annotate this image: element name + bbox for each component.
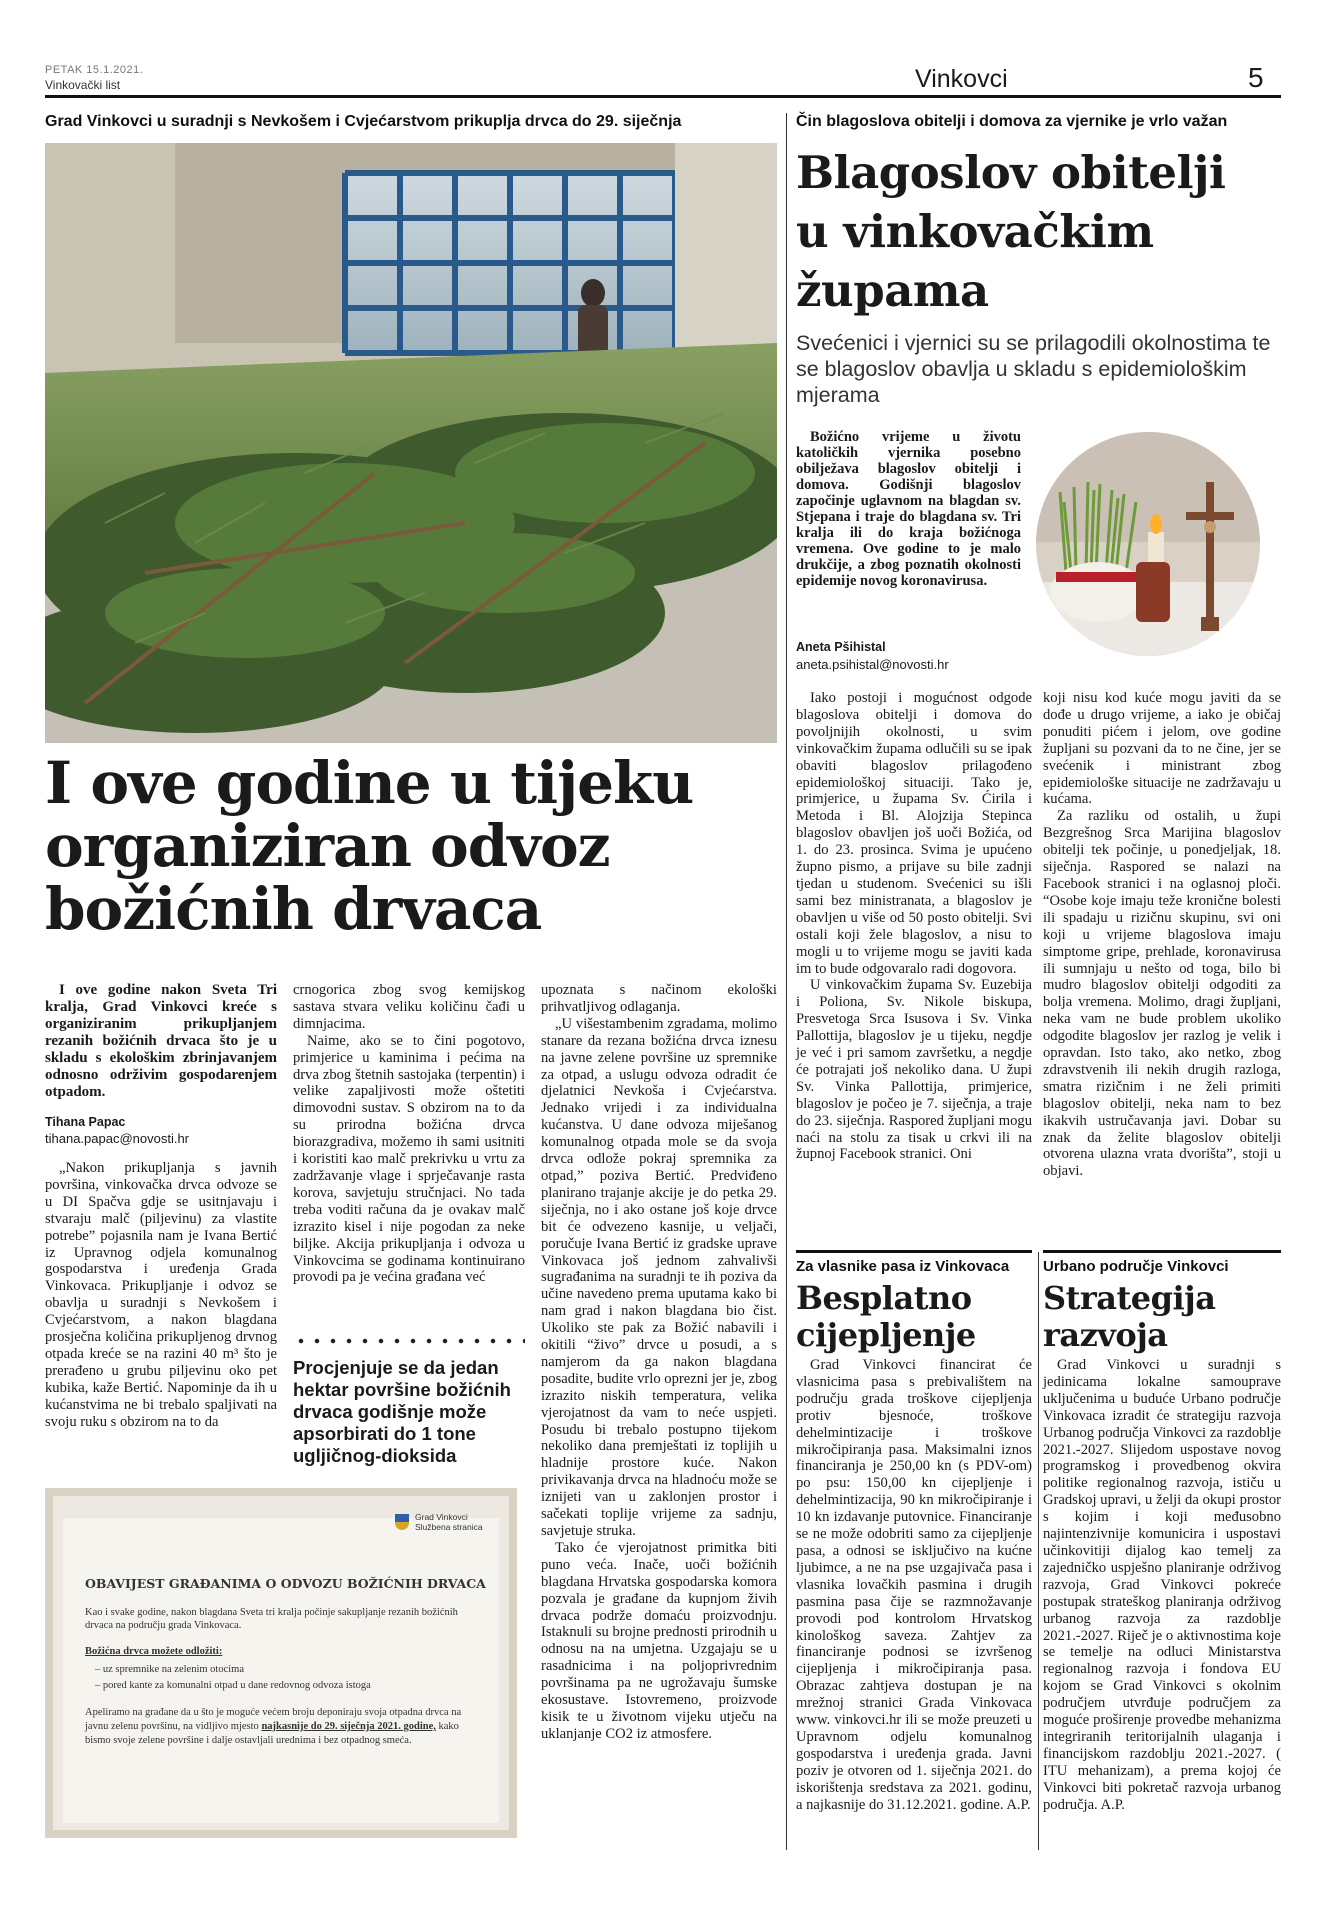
left-col3-paragraph-1: upoznata s načinom ekološki prihvatljivog odlaganja.	[541, 982, 777, 1015]
right-author: Aneta Pšihistal	[796, 640, 886, 654]
notice-graphic	[45, 1488, 517, 1838]
right-author-email: aneta.psihistal@novosti.hr	[796, 657, 949, 672]
notice-closing-a: Apeliramo na građane da u što je moguće većem broju deponiraju svoja otpadna drvca na javnu zelenu površinu, na vidljivo mjesto	[85, 1707, 462, 1732]
pets-paragraph: Grad Vinkovci financirat će vlasnicima pasa s prebivalištem na području grada troškove cijepljenja protiv bjesnoće, troškove dehelmintizacije i troškove mikročipiranja pasa. Maksimalni iznos financiranja je 250,00 kn (s PDV-om) po psu: 150,00 kn cijepljenje i dehelmintizacija, 90 kn mikročipiranje i 10 kn izdavanje putovnice. Financiranje se ne može odobriti samo za cijepljenje pasa, a odnosi se isključivo na kućne ljubimce, a ne na pse uzgajivača pasa i vlasnika lovačkih pasmina i drugih pasmina pasa čije se razmnožavanje provodi pod kontrolom Hrvatskog kinološkog saveza. Zahtjev za financiranje podnosi se izvršenog cijepljenja i mikročipiranja pasa. Obrazac zahtjeva dostupan je na mrežnoj stranici Grada Vinkovaca www. vinkovci.hr ili se može preuzeti u Upravnom odjelu komunalnog gospodarstva i uređenja grada. Javni poziv je otvoren od 1. siječnja 2021. do iskorištenja sredstava za 2021. godinu, a najkasnije do 31.12.2021. godine. A.P.	[796, 1357, 1032, 1813]
pets-headline-line-1: Besplatno	[796, 1279, 972, 1317]
left-col1-paragraph: „Nakon prikupljanja s javnih površina, vinkovačka drvca odvoze se u DI Spačva gdje se usitnjavaju i stvaraju malč (piljevinu) za vlastite potrebe” pojasnila nam je Ivana Bertić iz Upravnog odjela komunalnog gospodarstva i uređenja Grada Vinkovaca. Prikupljanje i odvoz se obavlja u suradnji s Nevkošem i Cvjećarstvom, a nakon blagdana prosječna količina prikupljenog drvnog otpada kreće se na razini 40 m³ što je prerađeno u grubu piljevinu oko pet kubika, kaže Bertić. Napominje da ih u kućanstvima ne bi trebalo spaljivati na svoju ruku s obzirom na to da	[45, 1160, 277, 1430]
blessing-table-photo	[1036, 432, 1260, 656]
notice-org-line-2: Službena stranica	[415, 1522, 483, 1532]
right-column-1	[796, 690, 1032, 1163]
notice-closing-c: kako bismo svoje zelene površine i dalje ostavljali urednima i bez otpadnog smeća.	[85, 1721, 459, 1746]
left-headline	[45, 749, 785, 943]
left-headline-line-2: organiziran odvoz	[45, 812, 610, 880]
pets-top-rule	[796, 1250, 1032, 1253]
urban-paragraph: Grad Vinkovci u suradnji s jedinicama lokalne samouprave uključenima u buduće Urbano područje Vinkovaca izradit će strategiju razvoja Urbanog područja Vinkovci za razdoblje 2021.-2027. Slijedom uspostave novog programskog i provedbenog okvira politike regionalnog razvoja, ističu u Gradskoj upravi, u želji da okupi prostor s kojim i koji međusobno najintenzivnije komunicira i uspostavi učinkovitiji dijalog kao temelj za zajedničko uspješno planiranje održivog razvoja, Grad Vinkovci pokreće postupak strateškog planiranja održivog urbanog razvoja za razdoblje 2021.-2027. Riječ je o aktivnostima koje se temelje na odluci Ministarstva regionalnog razvoja i fondova EU kojom se Grad Vinkovci s okolnim područjem utvrđuje područjem za moguće proširenje provedbe mehanizma integriranih teritorijalnih ulaganja i financijskom razdoblju 2021.-2027. ( ITU mehanizam), a prema kojoj će Vinkovci biti pokretač razvoja urbanog područja. A.P.	[1043, 1357, 1281, 1813]
notice-item-2: – pored kante za komunalni otpad u dane redovnog odvoza istoga	[95, 1680, 371, 1691]
left-author: Tihana Papac	[45, 1115, 126, 1129]
right-headline-line-1: Blagoslov obitelji	[796, 146, 1226, 199]
left-headline-line-1: I ove godine u tijeku	[45, 749, 694, 817]
notice-deadline: najkasnije do 29. siječnja 2021. godine,	[261, 1721, 436, 1732]
left-col3-paragraph-3: Tako će vjerojatnost primitka biti puno veća. Inače, uoči božićnih blagdana Hrvatska gospodarska komora pozvala je građane da kupnjom živih drvaca podrže domaću proizvodnju. Istaknuli su brojne prednosti prirodnih u odnosu na na umjetna. Uzgajaju se u rasadnicima i na poljoprivrednim površinama pa ne ugrožavaju šumske ekosustave. Istovremeno, proizvode kisik te u životnom vijeku utječu na uklanjanje CO2 iz atmosfere.	[541, 1539, 777, 1742]
pullquote: Procjenjuje se da jedan hektar površine božićnih drvaca godišnje može apsorbirati do 1 tone ugljičnog-dioksida	[293, 1357, 511, 1466]
notice-closing	[85, 1706, 487, 1748]
left-column-3	[541, 982, 777, 1743]
left-lead: I ove godine nakon Sveta Tri kralja, Grad Vinkovci kreće s organiziranim prikupljanjem rezanih božićnih drvaca što je u skladu s ekološkim zbrinjavanjem odnosno održivim gospodarenjem otpadom.	[45, 982, 277, 1100]
issue-date: PETAK 15.1.2021.	[45, 64, 144, 76]
notice-org	[415, 1512, 483, 1532]
left-col2-paragraph-2: Naime, ako se to čini pogotovo, primjerice u kaminima i pećima na drva zbog štetnih sastojaka (terpentin) i velike zapaljivosti može oštetiti dimovodni sustav. S obzirom na to da su prirodna božićna drvca biorazgradiva, možemo ih sami usitniti i koristiti kao malč prekrivku u vrtu za zadržavanje vlage i sprječavanje rasta korova, savjetuju stručnjaci. No tada treba voditi računa da je ovakav malč izrazito kisel i nije pogodan za neke biljke. Akcija prikupljanja i odvoza u Vinkovcima se godinama kontinuirano provodi pa je većina građana već	[293, 1032, 525, 1286]
left-kicker: Grad Vinkovci u suradnji s Nevkošem i Cvjećarstvom prikuplja drvca do 29. siječnja	[45, 113, 682, 130]
urban-top-rule	[1043, 1250, 1281, 1253]
section-title: Vinkovci	[915, 65, 1008, 93]
urban-headline	[1043, 1280, 1281, 1354]
column-divider	[786, 113, 787, 1850]
newspaper-name: Vinkovački list	[45, 78, 121, 92]
notice-intro: Kao i svake godine, nakon blagdana Sveta tri kralja počinje sakupljanje rezanih božićnih drvaca na području grada Vinkovaca.	[85, 1607, 458, 1631]
right-col1-paragraph-1: Iako postoji i mogućnost odgode blagoslova obitelji i domova do povoljnijih okolnosti, u svim vinkovačkim župama odlučili su se ipak obaviti blagoslov prilagođeno epidemiološkoj situaciji. Tako je, primjerice, u župama Sv. Ćirila i Metoda i Bl. Alojzija Stepinca blagoslov obavljen još uoči Božića, od 1. do 23. prosinca. Svima je upućeno župno pismo, a prijave su bile zadnji tjedan u studenom. Svećenici su išli sami bez ministranata, a blagoslov je obavljen u više od 50 posto obitelji. Svi ostali koji žele blagoslov, a nisu to mogli u to vrijeme mogu se javiti kada im to bude odgovaralo radi dogovora.	[796, 690, 1032, 977]
pets-kicker: Za vlasnike pasa iz Vinkovaca	[796, 1258, 1010, 1275]
urban-kicker: Urbano područje Vinkovci	[1043, 1258, 1229, 1275]
pets-text	[796, 1357, 1032, 1813]
city-coat-of-arms-icon	[395, 1514, 409, 1530]
left-headline-line-3: božićnih drvaca	[45, 875, 542, 943]
right-col1-paragraph-2: U vinkovačkim župama Sv. Euzebija i Poliona, Sv. Nikole biskupa, Presvetoga Srca Isusova i Sv. Vinka Pallottija, blagoslov je u tijeku, negdje je već i pri samom završetku, a negdje će potrajati još nekoliko dana. U župi Sv. Vinka Pallottija, primjerice, blagoslov je počeo je 7. siječnja, a traje do 23. siječnja. Raspored župljani mogu naći na stolu za tisak u crkvi ili na župnoj Facebook stranici. Oni	[796, 977, 1032, 1163]
right-subhead: Svećenici i vjernici su se prilagodili okolnostima te se blagoslov obavlja u skladu s epidemiološkim mjerama	[796, 331, 1271, 407]
urban-headline-line-1: Strategija	[1043, 1279, 1216, 1317]
left-column-2	[293, 982, 525, 1286]
right-headline-line-3: župama	[796, 264, 989, 317]
right-lead: Božićno vrijeme u životu katoličkih vjernika posebno obilježava blagoslov obitelji i domova. Godišnji blagoslov započinje uglavnom na blagdan sv. Stjepana i traje do blagdana sv. Tri kralja ili do kraja božićnoga vremena. Ove godine to je malo drukčije, a zbog poznatih okolnosti epidemije novog koronavirusa.	[796, 429, 1021, 589]
left-column-1	[45, 982, 277, 1431]
right-column-2	[1043, 690, 1281, 1180]
left-author-email: tihana.papac@novosti.hr	[45, 1131, 190, 1146]
urban-headline-line-2: razvoja	[1043, 1316, 1168, 1354]
notice-org-line-1: Grad Vinkovci	[415, 1512, 468, 1522]
pullquote-dots	[293, 1338, 525, 1344]
urban-text	[1043, 1357, 1281, 1813]
page-number: 5	[1248, 62, 1264, 93]
christmas-trees-photo	[45, 143, 777, 743]
notice-item-1: – uz spremnike na zelenim otocima	[95, 1664, 244, 1675]
right-col2-paragraph-1: koji nisu kod kuće mogu javiti da se dođe u drugo vrijeme, a iako je običaj ponuditi pićem i jelom, ove godine župljani su pozvani da to ne čine, jer se svećenik i ministrant zbog epidemiološke situacije ne zadržavaju u kućama.	[1043, 690, 1281, 808]
notice-title: OBAVIJEST GRAĐANIMA O ODVOZU BOŽIĆNIH DRVACA	[85, 1576, 486, 1591]
right-headline-line-2: u vinkovačkim	[796, 205, 1154, 258]
right-kicker: Čin blagoslova obitelji i domova za vjernike je vrlo važan	[796, 113, 1228, 130]
header-rule	[45, 95, 1281, 98]
pets-headline-line-2: cijepljenje	[796, 1316, 976, 1354]
notice-list-title: Božićna drvca možete odložiti:	[85, 1646, 223, 1657]
right-headline	[796, 143, 1286, 320]
bottom-box-divider	[1038, 1252, 1039, 1850]
left-col3-paragraph-2: „U višestambenim zgradama, molimo stanare da rezana božićna drvca iznesu na javne zelene površine uz spremnike za otpad, a uslugu odvoza odradit će djelatnici Nevkoša i Cvjećarstva. Jednako vrijedi i za individualna kućanstva. U dane odvoza miješanog komunalnog otpada mole se da svoja drvca odlože pokraj spremnika za otpad,” poziva Bertić. Predviđeno planirano trajanje akcije je do petka 29. siječnja, no i ako ostane još koje drvce bit će odvezeno kasnije, u veljači, poručuje Ivana Bertić iz gradske uprave Vinkovaca još jednom zahvalivši sugrađanima na suradnji te ih poziva da učine navedeno prema uputama kako bi nam grad i nakon blagdana bio čist. Ukoliko ste pak za Božić nabavili i okitili “živo” drvce u posudi, a s namjerom da ga nakon blagdana posadite, budite vrlo oprezni jer je, zbog izrazito niskih temperatura, velika vjerojatnost da vam to neće uspjeti. Posudu bi trebalo postupno tijekom nekoliko dana premještati iz toplijih u hladnije prostore kuće. Nakon privikavanja drvca na hladnoću može se iznijeti van u zaklonjen prostor i sačekati toplije vrijeme za sadnju, savjetuje struka.	[541, 1015, 777, 1539]
right-col2-paragraph-2: Za razliku od ostalih, u župi Bezgrešnog Srca Marijina blagoslov obitelji tek počinje, u ponedjeljak, 18. siječnja. Raspored se nalazi na Facebook stranici i na oglasnoj ploči. “Osobe koje imaju teže kronične bolesti ili spadaju u rizičnu skupinu, svi oni koji u vrijeme blagoslova imaju simptome gripe, prehlade, koronavirusa ili sumnjaju u nešto od toga, bilo bi mudro blagoslov obitelji odgoditi za bolja vremena. Molimo, dragi župljani, neka vam ne bude problem ukoliko odgodite blagoslov jer razlog je velik i opravdan. Isto tako, ako netko, zbog zdravstvenih ili nekih drugih razloga, smatra rizičnim i ne želi primiti blagoslov obitelji, neka nam to bez ikakvih ustručavanja javi. Dobar su znak da želite blagoslov obitelji otvorena ulazna vrata dvorišta”, stoji u objavi.	[1043, 808, 1281, 1180]
left-col2-paragraph-1: crnogorica zbog svog kemijskog sastava stvara veliku količinu čađi u dimnjacima.	[293, 982, 525, 1032]
pets-headline	[796, 1280, 1032, 1354]
